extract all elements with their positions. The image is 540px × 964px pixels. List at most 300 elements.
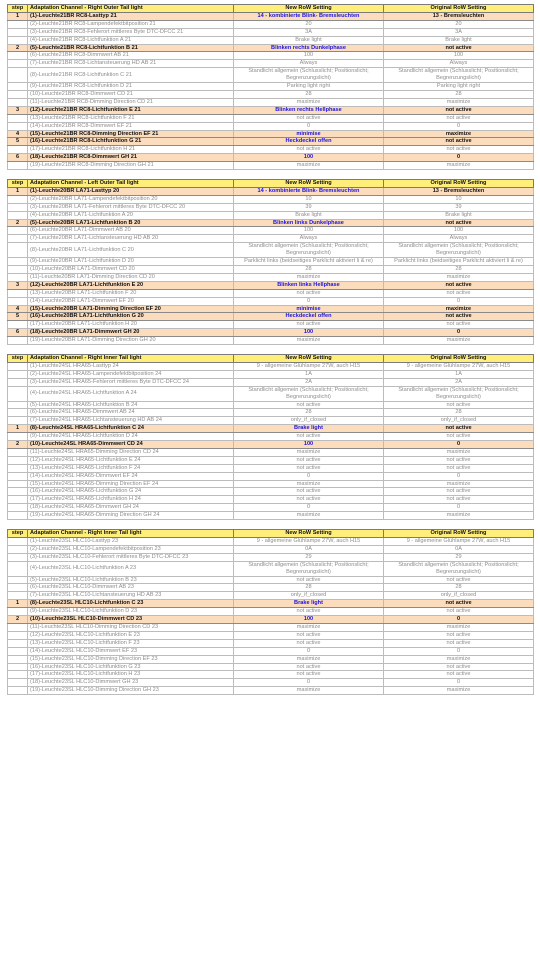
new-value: 28 (234, 90, 384, 98)
step-number: 5 (8, 138, 28, 146)
original-value: 28 (384, 584, 534, 592)
setting-row (8, 576, 534, 584)
setting-row (8, 227, 534, 235)
new-value: Blinken rechts Dunkelphase (234, 44, 384, 52)
original-value: not active (384, 639, 534, 647)
setting-row (8, 488, 534, 496)
original-value: 10 (384, 195, 534, 203)
step-number (8, 663, 28, 671)
new-value: Standlicht allgemein (Schlusslicht; Positionslicht; Begrenzungslicht) (234, 243, 384, 258)
new-value: maximize (234, 337, 384, 345)
step-row (8, 138, 534, 146)
original-value: 0 (384, 122, 534, 130)
channel-label: (19)-Leuchte20BR LA71-Dimming Direction GH 20 (28, 337, 234, 345)
original-value: Standlicht allgemein (Schlusslicht; Positionslicht; Begrenzungslicht) (384, 68, 534, 83)
new-value: 0 (234, 679, 384, 687)
channel-label: (11)-Leuchte23SL HLC10-Dimming Direction CD 23 (28, 623, 234, 631)
channel-label: (10)-Leuchte20BR LA71-Dimmwert CD 20 (28, 266, 234, 274)
channel-label: (18)-Leuchte21BR RC8-Dimmwert GH 21 (28, 154, 234, 162)
channel-label: (18)-Leuchte20BR LA71-Dimmwert GH 20 (28, 329, 234, 337)
step-row (8, 187, 534, 195)
step-number (8, 456, 28, 464)
original-value: not active (384, 663, 534, 671)
setting-row (8, 98, 534, 106)
new-value: 2A (234, 378, 384, 386)
new-value: Brake light (234, 600, 384, 608)
step-number (8, 592, 28, 600)
original-value: not active (384, 289, 534, 297)
original-value: not active (384, 600, 534, 608)
section-title: Adaptation Channel - Left Outer Tail light (28, 180, 234, 188)
original-value: 3A (384, 28, 534, 36)
new-value: not active (234, 631, 384, 639)
step-number (8, 472, 28, 480)
channel-label: (16)-Leuchte21BR RC8-Lichtfunktion G 21 (28, 138, 234, 146)
step-row (8, 106, 534, 114)
new-value: Standlicht allgemein (Schlusslicht; Positionslicht; Begrenzungslicht) (234, 561, 384, 576)
setting-row (8, 561, 534, 576)
step-number (8, 52, 28, 60)
step-number (8, 538, 28, 546)
new-value: minimise (234, 130, 384, 138)
step-number (8, 386, 28, 401)
original-value: not active (384, 138, 534, 146)
header-row (8, 5, 534, 13)
setting-row (8, 370, 534, 378)
new-value: only_if_closed (234, 592, 384, 600)
new-value: not active (234, 488, 384, 496)
step-number (8, 370, 28, 378)
channel-label: (13)-Leuchte23SL HLC10-Lichtfunktion F 23 (28, 639, 234, 647)
original-value: maximize (384, 305, 534, 313)
header-row (8, 355, 534, 363)
channel-label: (16)-Leuchte20BR LA71-Lichtfunktion G 20 (28, 313, 234, 321)
channel-label: (18)-Leuchte23SL HLC10-Dimmwert GH 23 (28, 679, 234, 687)
setting-row (8, 273, 534, 281)
new-value: 14 - kombinierte Blink- Bremsleuchten (234, 187, 384, 195)
step-row (8, 329, 534, 337)
original-value: Standlicht allgemein (Schlusslicht; Positionslicht; Begrenzungslicht) (384, 243, 534, 258)
setting-row (8, 362, 534, 370)
setting-row (8, 553, 534, 561)
new-value: maximize (234, 512, 384, 520)
step-number (8, 195, 28, 203)
new-value: only_if_closed (234, 417, 384, 425)
original-value: maximize (384, 480, 534, 488)
setting-row (8, 60, 534, 68)
channel-label: (6)-Leuchte23SL HLC10-Dimmwert AB 23 (28, 584, 234, 592)
new-value: maximize (234, 162, 384, 170)
step-number (8, 235, 28, 243)
channel-label: (19)-Leuchte23SL HLC10-Dimming Direction GH 23 (28, 687, 234, 695)
original-value: Standlicht allgemein (Schlusslicht; Positionslicht; Begrenzungslicht) (384, 386, 534, 401)
new-value: not active (234, 608, 384, 616)
original-value: Brake light (384, 211, 534, 219)
original-value: Parklicht links (beidseitiges Parklicht aktiviert li & re) (384, 258, 534, 266)
section-title: Adaptation Channel - Right Inner Tail light (28, 355, 234, 363)
step-header: step (8, 180, 28, 188)
original-value: Brake light (384, 36, 534, 44)
step-number (8, 409, 28, 417)
channel-label: (13)-Leuchte20BR LA71-Lichtfunktion F 20 (28, 289, 234, 297)
original-value: 0 (384, 647, 534, 655)
new-value: 29 (234, 553, 384, 561)
new-value: 0 (234, 504, 384, 512)
original-value: Always (384, 60, 534, 68)
original-value: not active (384, 456, 534, 464)
channel-label: (16)-Leuchte23SL HLC10-Lichtfunktion G 23 (28, 663, 234, 671)
original-value: not active (384, 313, 534, 321)
new-value: 28 (234, 266, 384, 274)
step-number: 2 (8, 441, 28, 449)
original-value: maximize (384, 273, 534, 281)
channel-label: (11)-Leuchte20BR LA71-Dimming Direction CD 20 (28, 273, 234, 281)
channel-label: (5)-Leuchte24SL HRA65-Lichtfunktion B 24 (28, 401, 234, 409)
original-setting-header: Original RoW Setting (384, 180, 534, 188)
step-number: 1 (8, 600, 28, 608)
setting-row (8, 386, 534, 401)
original-value: 0 (384, 679, 534, 687)
step-number: 6 (8, 154, 28, 162)
channel-label: (12)-Leuchte20BR LA71-Lichtfunktion E 20 (28, 281, 234, 289)
new-value: not active (234, 639, 384, 647)
adaptation-table (7, 179, 534, 345)
step-number (8, 243, 28, 258)
setting-row (8, 671, 534, 679)
step-number (8, 28, 28, 36)
new-value: Brake light (234, 36, 384, 44)
channel-label: (4)-Leuchte24SL HRA65-Lichtfunktion A 24 (28, 386, 234, 401)
new-value: Heckdeckel offen (234, 313, 384, 321)
channel-label: (14)-Leuchte24SL HRA65-Dimmwert EF 24 (28, 472, 234, 480)
new-value: 100 (234, 616, 384, 624)
original-value: 100 (384, 52, 534, 60)
channel-label: (4)-Leuchte23SL HLC10-Lichtfunktion A 23 (28, 561, 234, 576)
channel-label: (7)-Leuchte24SL HRA65-Lichtansteuerung HD AB 24 (28, 417, 234, 425)
original-value: 0 (384, 504, 534, 512)
new-value: not active (234, 576, 384, 584)
channel-label: (4)-Leuchte20BR LA71-Lichtfunktion A 20 (28, 211, 234, 219)
new-value: Blinken links Hellphase (234, 281, 384, 289)
new-value: 0 (234, 647, 384, 655)
channel-label: (14)-Leuchte20BR LA71-Dimmwert EF 20 (28, 297, 234, 305)
channel-label: (12)-Leuchte21BR RC8-Lichtfunktion E 21 (28, 106, 234, 114)
step-number (8, 687, 28, 695)
channel-label: (13)-Leuchte24SL HRA65-Lichtfunktion F 24 (28, 464, 234, 472)
channel-label: (8)-Leuchte23SL HLC10-Lichtfunktion C 23 (28, 600, 234, 608)
new-value: Brake light (234, 211, 384, 219)
new-value: 3A (234, 28, 384, 36)
channel-label: (2)-Leuchte24SL HRA65-Lampendefektbitposition 24 (28, 370, 234, 378)
setting-row (8, 36, 534, 44)
new-value: 1A (234, 370, 384, 378)
step-header: step (8, 355, 28, 363)
step-row (8, 600, 534, 608)
channel-label: (1)-Leuchte24SL HRA65-Lasttyp 24 (28, 362, 234, 370)
channel-label: (9)-Leuchte24SL HRA65-Lichtfunktion D 24 (28, 433, 234, 441)
step-number: 3 (8, 106, 28, 114)
step-number (8, 448, 28, 456)
step-number (8, 655, 28, 663)
original-value: not active (384, 631, 534, 639)
new-value: not active (234, 663, 384, 671)
setting-row (8, 687, 534, 695)
setting-row (8, 68, 534, 83)
adaptation-table (7, 4, 534, 170)
channel-label: (15)-Leuchte21BR RC8-Dimming Direction EF 21 (28, 130, 234, 138)
step-row (8, 281, 534, 289)
step-number (8, 647, 28, 655)
setting-row (8, 608, 534, 616)
original-value: 13 - Bremsleuchten (384, 187, 534, 195)
new-value: Always (234, 235, 384, 243)
original-value: not active (384, 219, 534, 227)
channel-label: (19)-Leuchte24SL HRA65-Dimming Direction GH 24 (28, 512, 234, 520)
original-value: not active (384, 114, 534, 122)
original-setting-header: Original RoW Setting (384, 530, 534, 538)
setting-row (8, 266, 534, 274)
step-row (8, 44, 534, 52)
new-value: 10 (234, 195, 384, 203)
step-number (8, 273, 28, 281)
original-value: 0 (384, 616, 534, 624)
setting-row (8, 258, 534, 266)
channel-label: (15)-Leuchte24SL HRA65-Dimming Direction EF 24 (28, 480, 234, 488)
new-value: 20 (234, 20, 384, 28)
setting-row (8, 584, 534, 592)
original-value: 20 (384, 20, 534, 28)
step-row (8, 12, 534, 20)
step-number: 4 (8, 305, 28, 313)
setting-row (8, 448, 534, 456)
step-row (8, 154, 534, 162)
original-value: 1A (384, 370, 534, 378)
header-row (8, 180, 534, 188)
step-number: 2 (8, 616, 28, 624)
original-value: not active (384, 464, 534, 472)
setting-row (8, 409, 534, 417)
step-number (8, 553, 28, 561)
step-number (8, 98, 28, 106)
channel-label: (8)-Leuchte21BR RC8-Lichtfunktion C 21 (28, 68, 234, 83)
setting-row (8, 480, 534, 488)
step-number: 2 (8, 44, 28, 52)
channel-label: (2)-Leuchte21BR RC8-Lampendefektbitposition 21 (28, 20, 234, 28)
new-value: Brake light (234, 425, 384, 433)
setting-row (8, 52, 534, 60)
setting-row (8, 401, 534, 409)
channel-label: (12)-Leuchte23SL HLC10-Lichtfunktion E 23 (28, 631, 234, 639)
section-title: Adaptation Channel - Right Inner Tail light (28, 530, 234, 538)
new-value: maximize (234, 480, 384, 488)
original-value: 0A (384, 545, 534, 553)
step-number (8, 417, 28, 425)
channel-label: (9)-Leuchte23SL HLC10-Lichtfunktion D 23 (28, 608, 234, 616)
channel-label: (3)-Leuchte23SL HLC10-Fehlerort mittleres Byte DTC-DFCC 23 (28, 553, 234, 561)
step-number (8, 266, 28, 274)
channel-label: (9)-Leuchte20BR LA71-Lichtfunktion D 20 (28, 258, 234, 266)
new-setting-header: New RoW Setting (234, 530, 384, 538)
new-value: Always (234, 60, 384, 68)
step-number (8, 433, 28, 441)
step-number: 4 (8, 130, 28, 138)
setting-row (8, 639, 534, 647)
channel-label: (5)-Leuchte21BR RC8-Lichtfunktion B 21 (28, 44, 234, 52)
step-number (8, 114, 28, 122)
new-value: 0 (234, 472, 384, 480)
step-number: 2 (8, 219, 28, 227)
original-value: maximize (384, 448, 534, 456)
setting-row (8, 655, 534, 663)
channel-label: (17)-Leuchte21BR RC8-Lichtfunktion H 21 (28, 146, 234, 154)
original-value: not active (384, 106, 534, 114)
original-value: maximize (384, 98, 534, 106)
step-row (8, 313, 534, 321)
step-number: 5 (8, 313, 28, 321)
channel-label: (8)-Leuchte24SL HRA65-Lichtfunktion C 24 (28, 425, 234, 433)
step-number (8, 211, 28, 219)
setting-row (8, 433, 534, 441)
channel-label: (14)-Leuchte23SL HLC10-Dimmwert EF 23 (28, 647, 234, 655)
new-value: maximize (234, 98, 384, 106)
original-value: not active (384, 401, 534, 409)
step-number (8, 401, 28, 409)
setting-row (8, 647, 534, 655)
new-value: maximize (234, 448, 384, 456)
new-value: Parklicht links (beidseitiges Parklicht aktiviert li & re) (234, 258, 384, 266)
original-value: maximize (384, 337, 534, 345)
channel-label: (15)-Leuchte20BR LA71-Dimming Direction EF 20 (28, 305, 234, 313)
new-value: not active (234, 464, 384, 472)
channel-label: (6)-Leuchte21BR RC8-Dimmwert AB 21 (28, 52, 234, 60)
step-number (8, 258, 28, 266)
step-number: 1 (8, 12, 28, 20)
channel-label: (16)-Leuchte24SL HRA65-Lichtfunktion G 24 (28, 488, 234, 496)
step-number (8, 545, 28, 553)
new-value: 28 (234, 584, 384, 592)
original-value: 28 (384, 90, 534, 98)
original-value: not active (384, 44, 534, 52)
new-value: not active (234, 671, 384, 679)
channel-label: (5)-Leuchte23SL HLC10-Lichtfunktion B 23 (28, 576, 234, 584)
setting-row (8, 243, 534, 258)
step-row (8, 425, 534, 433)
channel-label: (2)-Leuchte20BR LA71-Lampendefektbitposition 20 (28, 195, 234, 203)
original-value: 28 (384, 409, 534, 417)
step-number (8, 162, 28, 170)
original-value: not active (384, 671, 534, 679)
channel-label: (11)-Leuchte21BR RC8-Dimming Direction CD 21 (28, 98, 234, 106)
setting-row (8, 337, 534, 345)
step-number: 3 (8, 281, 28, 289)
setting-row (8, 464, 534, 472)
original-value: 0 (384, 472, 534, 480)
setting-row (8, 114, 534, 122)
setting-row (8, 321, 534, 329)
step-number (8, 576, 28, 584)
step-number (8, 297, 28, 305)
channel-label: (18)-Leuchte24SL HRA65-Dimmwert GH 24 (28, 504, 234, 512)
new-value: maximize (234, 655, 384, 663)
original-value: only_if_closed (384, 417, 534, 425)
original-value: 0 (384, 297, 534, 305)
channel-label: (2)-Leuchte23SL HLC10-Lampendefektbitposition 23 (28, 545, 234, 553)
new-setting-header: New RoW Setting (234, 5, 384, 13)
setting-row (8, 623, 534, 631)
channel-label: (3)-Leuchte20BR LA71-Fehlerort mittleres Byte DTC-DFCC 20 (28, 203, 234, 211)
new-value: not active (234, 401, 384, 409)
new-value: minimise (234, 305, 384, 313)
new-value: not active (234, 289, 384, 297)
step-row (8, 130, 534, 138)
new-value: 9 - allgemeine Glühlampe 27W, auch H15 (234, 538, 384, 546)
original-value: maximize (384, 623, 534, 631)
new-value: not active (234, 433, 384, 441)
new-setting-header: New RoW Setting (234, 355, 384, 363)
channel-label: (14)-Leuchte21BR RC8-Dimmwert EF 21 (28, 122, 234, 130)
original-value: only_if_closed (384, 592, 534, 600)
original-value: 0 (384, 329, 534, 337)
step-number (8, 122, 28, 130)
step-row (8, 305, 534, 313)
channel-label: (6)-Leuchte20BR LA71-Dimmwert AB 20 (28, 227, 234, 235)
setting-row (8, 538, 534, 546)
channel-label: (11)-Leuchte24SL HRA65-Dimming Direction CD 24 (28, 448, 234, 456)
channel-label: (13)-Leuchte21BR RC8-Lichtfunktion F 21 (28, 114, 234, 122)
original-value: maximize (384, 130, 534, 138)
channel-label: (15)-Leuchte23SL HLC10-Dimming Direction EF 23 (28, 655, 234, 663)
step-number (8, 679, 28, 687)
setting-row (8, 211, 534, 219)
step-number (8, 68, 28, 83)
new-value: not active (234, 456, 384, 464)
step-number (8, 504, 28, 512)
new-value: Parking light right (234, 83, 384, 91)
original-value: 29 (384, 553, 534, 561)
step-number: 1 (8, 425, 28, 433)
step-number (8, 362, 28, 370)
channel-label: (10)-Leuchte21BR RC8-Dimmwert CD 21 (28, 90, 234, 98)
step-number (8, 321, 28, 329)
step-number (8, 227, 28, 235)
step-number (8, 203, 28, 211)
original-value: not active (384, 281, 534, 289)
original-value: maximize (384, 655, 534, 663)
channel-label: (4)-Leuchte21BR RC8-Lichtfunktion A 21 (28, 36, 234, 44)
original-value: 9 - allgemeine Glühlampe 27W, auch H15 (384, 538, 534, 546)
new-value: Standlicht allgemein (Schlusslicht; Positionslicht; Begrenzungslicht) (234, 386, 384, 401)
new-value: maximize (234, 623, 384, 631)
channel-label: (1)-Leuchte21BR RC8-Lasttyp 21 (28, 12, 234, 20)
original-value: not active (384, 146, 534, 154)
original-value: not active (384, 576, 534, 584)
section-title: Adaptation Channel - Right Outer Tail light (28, 5, 234, 13)
new-value: 14 - kombinierte Blink- Bremsleuchten (234, 12, 384, 20)
new-value: 0 (234, 297, 384, 305)
step-number (8, 337, 28, 345)
new-value: Standlicht allgemein (Schlusslicht; Positionslicht; Begrenzungslicht) (234, 68, 384, 83)
setting-row (8, 146, 534, 154)
channel-label: (10)-Leuchte23SL HLC10-Dimmwert CD 23 (28, 616, 234, 624)
channel-label: (17)-Leuchte23SL HLC10-Lichtfunktion H 23 (28, 671, 234, 679)
step-number (8, 36, 28, 44)
new-value: 28 (234, 409, 384, 417)
original-value: not active (384, 425, 534, 433)
channel-label: (1)-Leuchte20BR LA71-Lasttyp 20 (28, 187, 234, 195)
channel-label: (3)-Leuchte21BR RC8-Fehlerort mittleres Byte DTC-DFCC 21 (28, 28, 234, 36)
setting-row (8, 195, 534, 203)
channel-label: (6)-Leuchte24SL HRA65-Dimmwert AB 24 (28, 409, 234, 417)
